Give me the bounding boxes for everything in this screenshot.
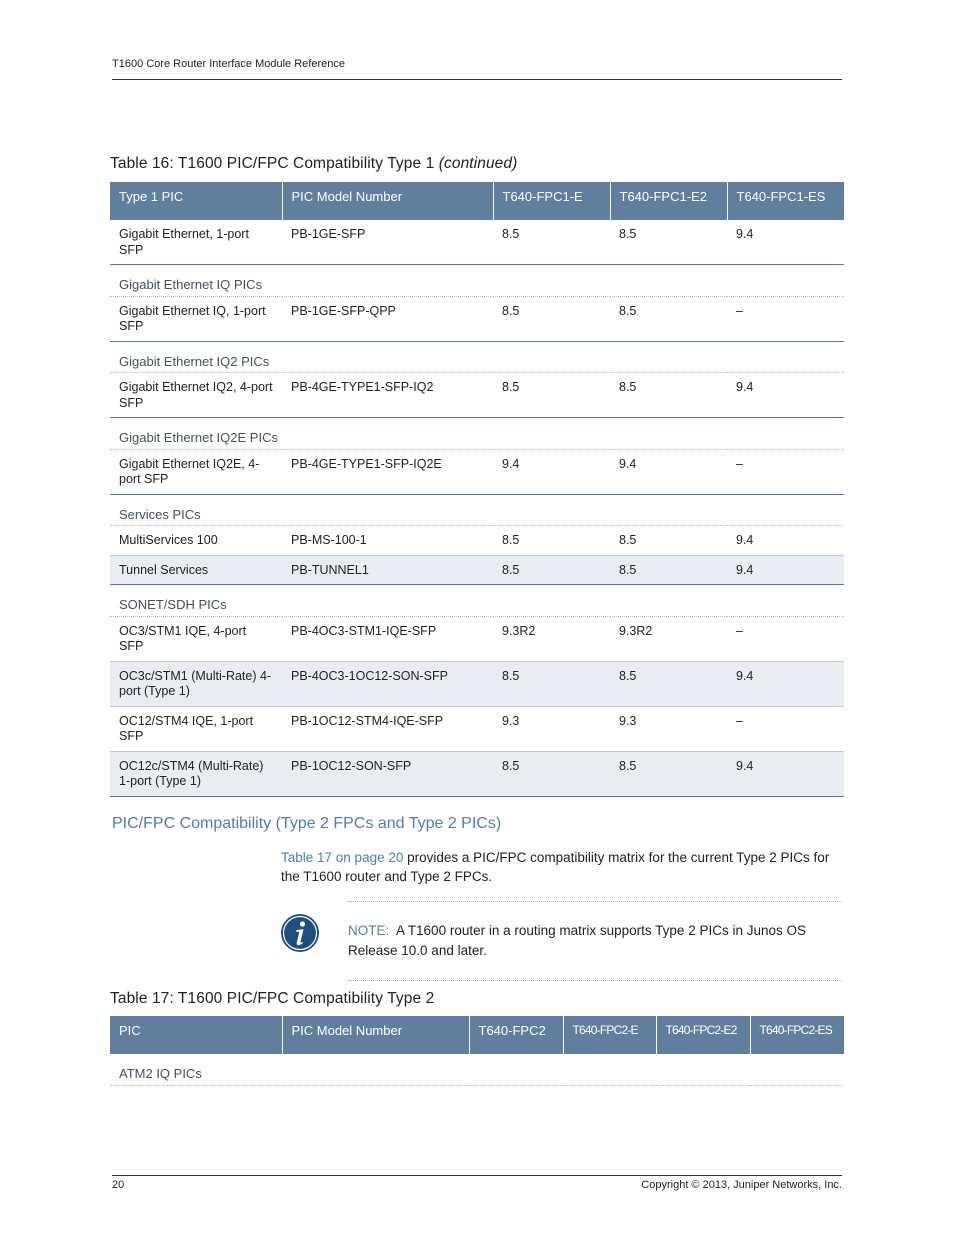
table-cell: PB-4GE-TYPE1-SFP-IQ2E	[282, 449, 493, 494]
table-cell: 9.4	[610, 449, 727, 494]
table-cell: PB-4GE-TYPE1-SFP-IQ2	[282, 373, 493, 418]
group-heading: Gigabit Ethernet IQ2E PICs	[110, 418, 844, 450]
table-cell: 8.5	[610, 373, 727, 418]
table-cell: MultiServices 100	[110, 526, 282, 556]
group-heading-row	[110, 494, 844, 526]
table-cell: 9.3	[610, 706, 727, 751]
col-header-pic-model-number: PIC Model Number	[282, 1016, 469, 1054]
col-header-t640-fpc2-e: T640-FPC2-E	[563, 1016, 656, 1054]
table-row	[110, 555, 844, 585]
table-17-header-row	[110, 1016, 844, 1054]
table-16-caption-main: Table 16: T1600 PIC/FPC Compatibility Type 1	[110, 155, 439, 172]
table-cell: 8.5	[493, 373, 610, 418]
table-row	[110, 751, 844, 796]
col-header-t640-fpc2: T640-FPC2	[469, 1016, 563, 1054]
table-cell: 8.5	[610, 661, 727, 706]
group-heading: ATM2 IQ PICs	[110, 1054, 844, 1085]
section-heading: PIC/FPC Compatibility (Type 2 FPCs and Type 2 PICs)	[112, 815, 502, 832]
note-label: NOTE:	[348, 923, 390, 938]
table-cell: Tunnel Services	[110, 555, 282, 585]
table-cell: 8.5	[610, 555, 727, 585]
note-text	[348, 921, 844, 961]
table-16	[110, 182, 844, 797]
table-cell: 9.3R2	[493, 616, 610, 661]
group-heading-row	[110, 418, 844, 450]
col-header-type1-pic: Type 1 PIC	[110, 182, 282, 220]
group-heading-row	[110, 265, 844, 297]
table-cell: Gigabit Ethernet, 1-port SFP	[110, 220, 282, 265]
group-heading: Gigabit Ethernet IQ2 PICs	[110, 341, 844, 373]
table-cell: 9.4	[727, 555, 844, 585]
table-row	[110, 706, 844, 751]
col-header-t640-fpc1-es: T640-FPC1-ES	[727, 182, 844, 220]
table-row	[110, 449, 844, 494]
table-cell: PB-4OC3-1OC12-SON-SFP	[282, 661, 493, 706]
group-heading-row	[110, 585, 844, 617]
info-icon	[280, 913, 320, 953]
intro-paragraph	[281, 848, 846, 886]
table-cell: 8.5	[610, 296, 727, 341]
table-cell: –	[727, 449, 844, 494]
table-cell: –	[727, 296, 844, 341]
table-16-header-row	[110, 182, 844, 220]
table-cell: 9.3	[493, 706, 610, 751]
col-header-pic-model-number: PIC Model Number	[282, 182, 493, 220]
table-cell: OC12/STM4 IQE, 1-port SFP	[110, 706, 282, 751]
table-17	[110, 1016, 844, 1086]
table-cell: 8.5	[493, 296, 610, 341]
group-heading-row	[110, 341, 844, 373]
table-cell: 8.5	[610, 220, 727, 265]
group-heading: SONET/SDH PICs	[110, 585, 844, 617]
table-cell: 9.4	[727, 220, 844, 265]
table-cell: 8.5	[493, 220, 610, 265]
table-17-cross-reference-link[interactable]: Table 17 on page 20	[281, 850, 404, 865]
table-row	[110, 373, 844, 418]
table-cell: 9.4	[727, 751, 844, 796]
table-cell: 8.5	[493, 661, 610, 706]
table-16-caption	[110, 155, 517, 173]
page-number: 20	[112, 1179, 125, 1191]
table-cell: 8.5	[610, 751, 727, 796]
table-row	[110, 526, 844, 556]
table-cell: PB-1OC12-STM4-IQE-SFP	[282, 706, 493, 751]
col-header-t640-fpc1-e: T640-FPC1-E	[493, 182, 610, 220]
table-cell: OC3/STM1 IQE, 4-port SFP	[110, 616, 282, 661]
table-cell: 8.5	[493, 555, 610, 585]
table-cell: 8.5	[493, 751, 610, 796]
group-heading: Services PICs	[110, 494, 844, 526]
note-bottom-divider	[348, 980, 842, 981]
table-cell: –	[727, 616, 844, 661]
table-cell: PB-1GE-SFP-QPP	[282, 296, 493, 341]
col-header-t640-fpc2-e2: T640-FPC2-E2	[656, 1016, 750, 1054]
note-top-divider	[348, 901, 842, 902]
table-cell: 9.4	[493, 449, 610, 494]
table-cell: Gigabit Ethernet IQ2E, 4-port SFP	[110, 449, 282, 494]
running-header-title: T1600 Core Router Interface Module Reference	[112, 58, 345, 70]
table-row	[110, 296, 844, 341]
table-16-caption-continued: (continued)	[438, 155, 518, 172]
table-cell: OC3c/STM1 (Multi-Rate) 4-port (Type 1)	[110, 661, 282, 706]
table-cell: PB-1GE-SFP	[282, 220, 493, 265]
table-17-caption: Table 17: T1600 PIC/FPC Compatibility Type 2	[110, 990, 435, 1007]
note-body: A T1600 router in a routing matrix supports Type 2 PICs in Junos OS Release 10.0 and later.	[348, 923, 806, 958]
table-cell: 9.3R2	[610, 616, 727, 661]
table-cell: PB-4OC3-STM1-IQE-SFP	[282, 616, 493, 661]
table-cell: 9.4	[727, 661, 844, 706]
table-cell: PB-1OC12-SON-SFP	[282, 751, 493, 796]
running-header	[112, 58, 842, 80]
table-row	[110, 661, 844, 706]
table-row	[110, 220, 844, 265]
table-cell: Gigabit Ethernet IQ, 1-port SFP	[110, 296, 282, 341]
col-header-t640-fpc2-es: T640-FPC2-ES	[750, 1016, 844, 1054]
table-cell: Gigabit Ethernet IQ2, 4-port SFP	[110, 373, 282, 418]
table-cell: 8.5	[493, 526, 610, 556]
table-cell: OC12c/STM4 (Multi-Rate) 1-port (Type 1)	[110, 751, 282, 796]
table-cell: 9.4	[727, 526, 844, 556]
table-cell: PB-TUNNEL1	[282, 555, 493, 585]
col-header-pic: PIC	[110, 1016, 282, 1054]
table-row	[110, 616, 844, 661]
table-cell: 8.5	[610, 526, 727, 556]
group-heading: Gigabit Ethernet IQ PICs	[110, 265, 844, 297]
intro-paragraph-text: provides a PIC/FPC compatibility matrix for the current Type 2 PICs for the T1600 router and Type 2 FPCs.	[281, 850, 830, 884]
table-cell: 9.4	[727, 373, 844, 418]
copyright-notice: Copyright © 2013, Juniper Networks, Inc.	[641, 1179, 842, 1191]
table-cell: PB-MS-100-1	[282, 526, 493, 556]
page-footer	[112, 1175, 842, 1191]
col-header-t640-fpc1-e2: T640-FPC1-E2	[610, 182, 727, 220]
group-heading-row	[110, 1054, 844, 1085]
table-cell: –	[727, 706, 844, 751]
